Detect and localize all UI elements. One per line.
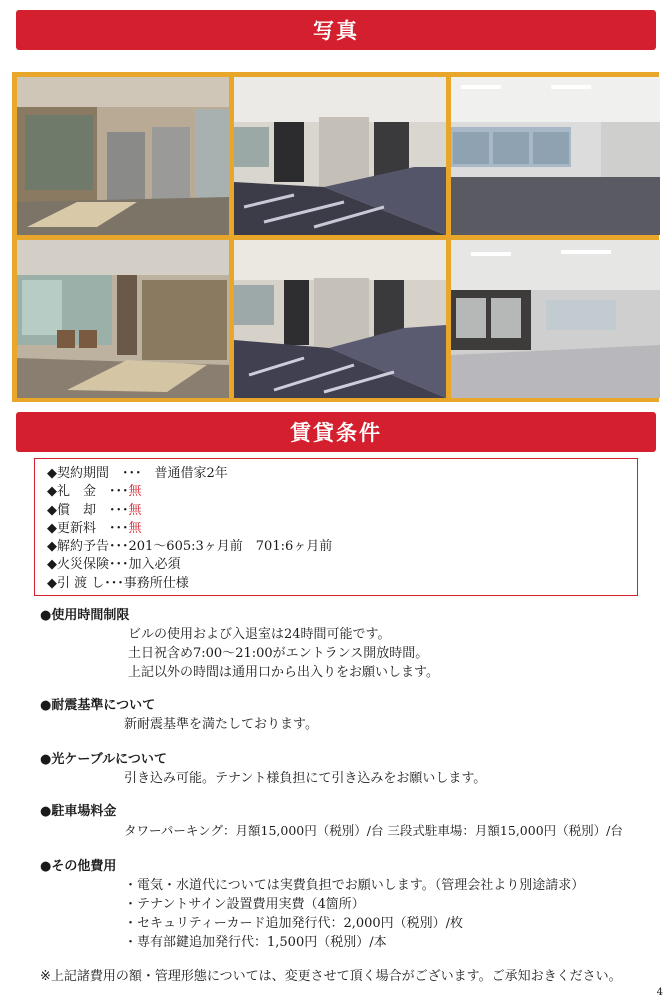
section-usage-hours xyxy=(40,606,439,682)
section-seismic xyxy=(40,696,318,734)
photo-gallery xyxy=(12,72,659,402)
section-fiber-cable-title: ●光ケーブルについて xyxy=(40,752,167,767)
section-line: ビルの使用および入退室は24時間可能です。 xyxy=(128,627,391,642)
term-key-money-value: 無 xyxy=(128,484,142,500)
term-fire-insurance: ◆火災保険･･･加入必須 xyxy=(47,557,181,573)
term-amortization: ◆償 却 ･･･無 xyxy=(47,502,142,518)
section-line: 新耐震基準を満たしております。 xyxy=(124,717,318,732)
term-renewal-fee: ◆更新料 ･･･無 xyxy=(47,520,142,536)
section-line: ・セキュリティーカード追加発行代：2,000円（税別）/枚 xyxy=(124,916,464,931)
rental-terms-banner xyxy=(16,412,656,452)
photo-lobby-seating xyxy=(17,240,229,398)
footnote: ※上記諸費用の額・管理形態については、変更させて頂く場合がございます。ご承知おきください。 xyxy=(40,969,622,984)
term-cancellation-notice: ◆解約予告･･･201～605:3ヶ月前 701:6ヶ月前 xyxy=(47,539,333,555)
rental-terms-box xyxy=(34,458,638,596)
section-line: ・専有部鍵追加発行代：1,500円（税別）/本 xyxy=(124,935,387,950)
photo-office-interior xyxy=(451,240,660,398)
rental-terms-title: 賃貸条件 xyxy=(290,421,382,445)
section-line: ・テナントサイン設置費用実費（4箇所） xyxy=(124,897,365,912)
section-other-costs xyxy=(40,857,584,952)
section-parking-fee xyxy=(40,802,623,840)
section-fiber-cable xyxy=(40,750,486,788)
term-renewal-fee-value: 無 xyxy=(128,520,142,536)
term-handover: ◆引 渡 し･･･事務所仕様 xyxy=(47,575,189,591)
section-usage-hours-title: ●使用時間制限 xyxy=(40,608,130,623)
photos-section-banner xyxy=(16,10,656,50)
photo-office-windows xyxy=(451,77,660,235)
photo-lobby-elevators xyxy=(17,77,229,235)
section-line: 引き込み可能。テナント様負担にて引き込みをお願いします。 xyxy=(124,771,487,786)
photo-corridor-2 xyxy=(234,240,446,398)
section-seismic-title: ●耐震基準について xyxy=(40,698,156,713)
section-line: 土日祝含め7:00～21:00がエントランス開放時間。 xyxy=(128,646,429,661)
photos-section-title: 写真 xyxy=(313,19,359,43)
section-other-costs-title: ●その他費用 xyxy=(40,859,117,874)
section-line: タワーパーキング：月額15,000円（税別）/台 三段式駐車場：月額15,000円（税別）/台 xyxy=(124,823,623,838)
term-amortization-value: 無 xyxy=(128,502,142,518)
term-contract-period: ◆契約期間 ･･･ 普通借家2年 xyxy=(47,466,228,481)
photo-corridor-1 xyxy=(234,77,446,235)
section-line: ・電気・水道代については実費負担でお願いします。（管理会社より別途請求） xyxy=(124,878,585,893)
section-parking-fee-title: ●駐車場料金 xyxy=(40,804,117,819)
section-line: 上記以外の時間は通用口から出入りをお願いします。 xyxy=(128,665,439,680)
term-key-money: ◆礼 金 ･･･無 xyxy=(47,484,142,500)
page-number: 4 xyxy=(656,987,663,998)
